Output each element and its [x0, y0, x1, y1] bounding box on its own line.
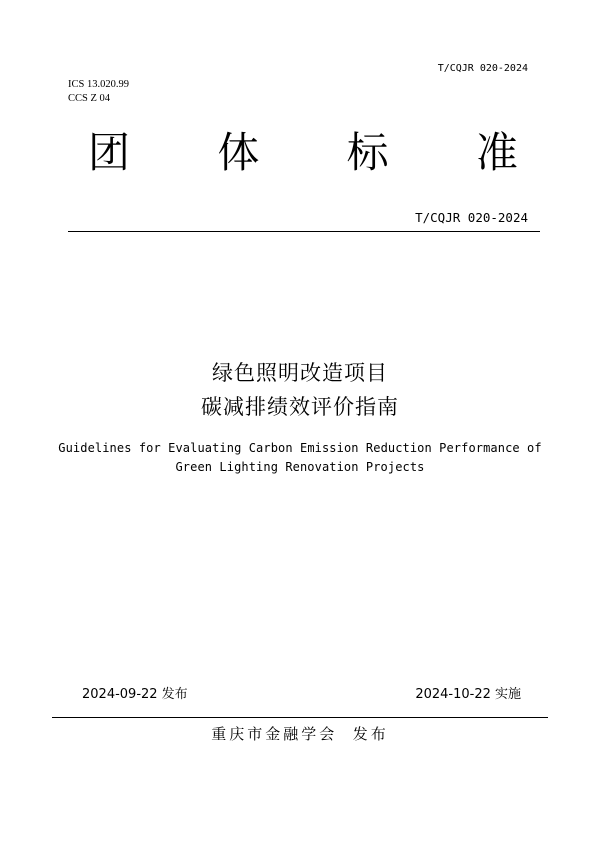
issuing-organization: 重庆市金融学会 发布 [211, 725, 389, 743]
chinese-title-line-1: 绿色照明改造项目 [212, 361, 388, 385]
implementation-date: 2024-10-22 实施 [415, 687, 521, 702]
standard-type-char: 体 [217, 128, 260, 177]
top-divider [68, 231, 540, 232]
ics-code: ICS 13.020.99 [68, 79, 129, 90]
top-standard-code: T/CQJR 020-2024 [437, 63, 528, 74]
english-title-line-2: Green Lighting Renovation Projects [175, 460, 425, 474]
ccs-code: CCS Z 04 [68, 93, 111, 104]
standard-code: T/CQJR 020-2024 [415, 210, 528, 225]
english-title-line-1: Guidelines for Evaluating Carbon Emission Reduction Performance of [58, 441, 542, 455]
standard-type-char: 准 [475, 128, 518, 177]
bottom-divider [52, 717, 548, 718]
standard-type-title [88, 128, 518, 178]
standard-type-char: 标 [346, 128, 389, 177]
chinese-title-line-2: 碳减排绩效评价指南 [201, 395, 399, 419]
publish-date: 2024-09-22 发布 [82, 687, 188, 702]
standard-type-char: 团 [88, 128, 131, 177]
